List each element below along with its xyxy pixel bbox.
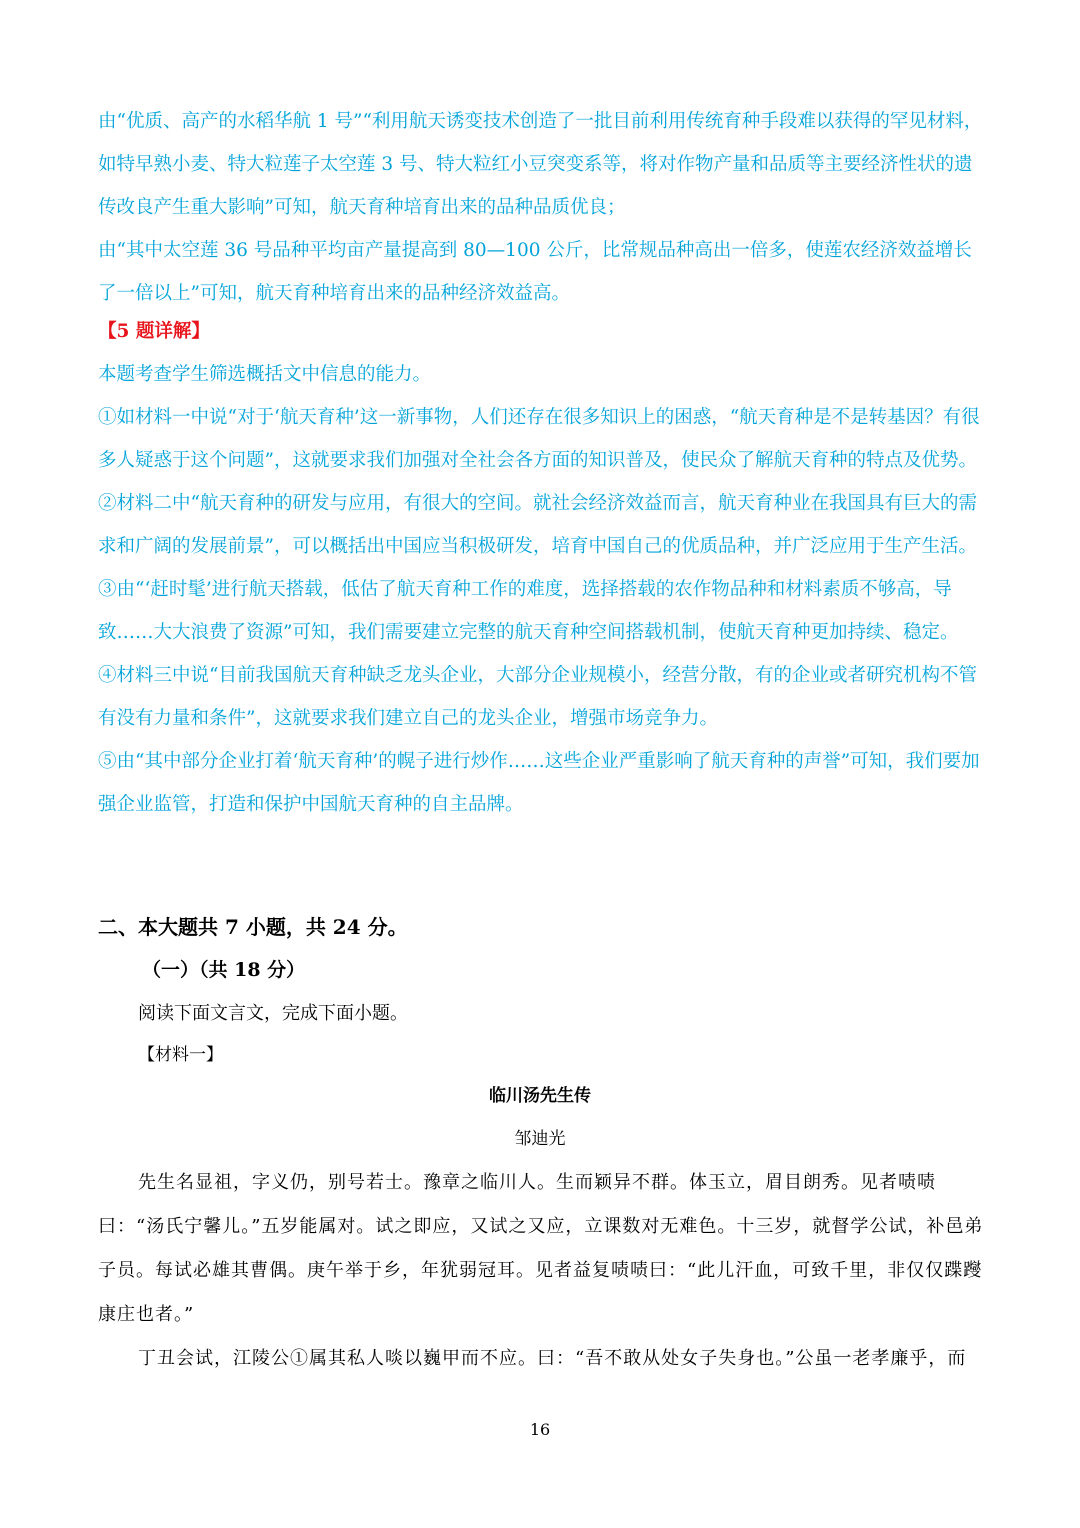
sub-section-heading: （一）（共 18 分）: [142, 959, 306, 981]
section-heading: 二、本大题共 7 小题，共 24 分。: [98, 915, 408, 939]
classical-paragraph: 丁丑会试，江陵公①属其私人啖以巍甲而不应。曰：“吾不敢从处女子失身也。”公虽一老孝廉乎，而: [138, 1348, 967, 1369]
answer-point-5: ⑤由“其中部分企业打着‘航天育种’的幌子进行炒作……这些企业严重影响了航天育种的声誉”可知，我们要加强企业监管，打造和保护中国航天育种的自主品牌。: [98, 751, 980, 815]
answer-block-1: [0, 100, 1080, 315]
answer-point-1: ①如材料一中说“对于‘航天育种’这一新事物，人们还存在很多知识上的困惑，“航天育种是不是转基因？有很多人疑惑于这个问题”，这就要求我们加强对全社会各方面的知识普及，使民众了解航天育种的特点及优势。: [98, 407, 980, 471]
material-label: 【材料一】: [138, 1045, 223, 1065]
classical-author: 邹迪光: [514, 1129, 566, 1149]
classical-paragraph: 先生名显祖，字义仍，别号若士。豫章之临川人。生而颖异不群。体玉立，眉目朗秀。见者啧啧曰：“汤氏宁馨儿。”五岁能属对。试之即应，又试之又应，立课数对无难色。十三岁，就督学公试，补邑弟子员。每试必雄其曹偶。庚午举于乡，年犹弱冠耳。见者益复啧啧曰：“此儿汗血，可致千里，非仅仅蹀躞康庄也者。”: [98, 1172, 984, 1325]
page-number: 16: [529, 1420, 551, 1439]
answer-point-3: ③由“‘赶时髦’进行航天搭载，低估了航天育种工作的难度，选择搭载的农作物品种和材料素质不够高，导致……大大浪费了资源”可知，我们需要建立完整的航天育种空间搭载机制，使航天育种更加持续、稳定。: [98, 579, 959, 643]
answer-block-2: [0, 353, 1080, 826]
classical-title: 临川汤先生传: [489, 1086, 591, 1106]
classical-text: [0, 1161, 1080, 1381]
answer-intro: 本题考查学生筛选概括文中信息的能力。: [98, 364, 432, 385]
question-5-heading: 【5 题详解】: [98, 321, 210, 342]
answer-paragraph: 由“优质、高产的水稻华航 1 号”“利用航天诱变技术创造了一批目前利用传统育种手段难以获得的罕见材料，如特早熟小麦、特大粒莲子太空莲 3 号、特大粒红小豆突变系等，将对作物产量和品质等主要经济性状的遗传改良产生重大影响”可知，航天育种培育出来的品种品质优良；: [98, 111, 983, 218]
answer-point-4: ④材料三中说“目前我国航天育种缺乏龙头企业，大部分企业规模小，经营分散，有的企业或者研究机构不管有没有力量和条件”，这就要求我们建立自己的龙头企业，增强市场竞争力。: [98, 665, 977, 729]
answer-point-2: ②材料二中“航天育种的研发与应用，有很大的空间。就社会经济效益而言，航天育种业在我国具有巨大的需求和广阔的发展前景”，可以概括出中国应当积极研发，培育中国自己的优质品种，并广泛应用于生产生活。: [98, 493, 977, 557]
instruction-text: 阅读下面文言文，完成下面小题。: [138, 1003, 408, 1024]
answer-paragraph: 由“其中太空莲 36 号品种平均亩产量提高到 80—100 公斤，比常规品种高出一倍多，使莲农经济效益增长了一倍以上”可知，航天育种培育出来的品种经济效益高。: [98, 240, 972, 304]
